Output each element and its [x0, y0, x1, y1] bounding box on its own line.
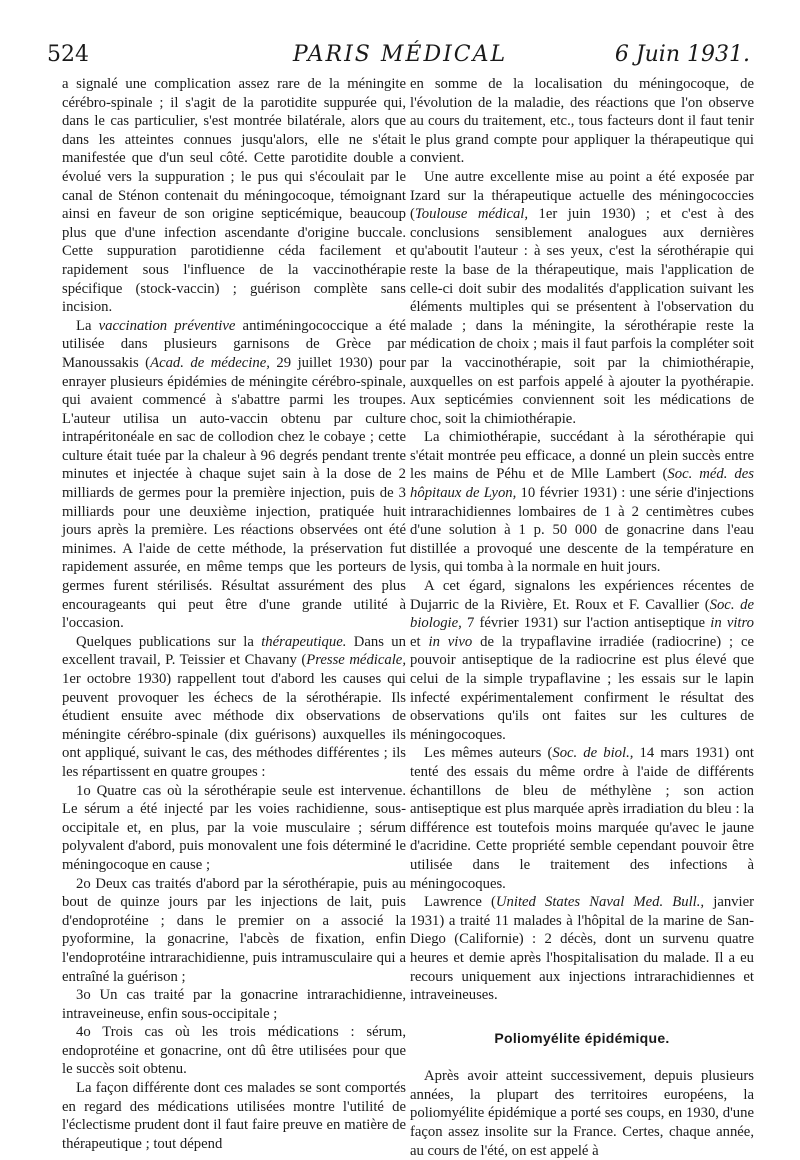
paragraph: en somme de la localisation du méningocoque, de l'évolution de la maladie, des réactions que l'on observe au cours du traitement, etc., tous facteurs dont il faut tenir le plus grand compte pour appliquer la thérapeutique qui convient.: [410, 76, 754, 167]
section-heading: Poliomyélite épidémique.: [494, 1029, 670, 1046]
list-item: 1o Quatre cas où la sérothérapie seule est intervenue. Le sérum a été injecté par les voies rachidienne, sous-occipitale et, en plus, par la voie musculaire ; sérum polyvalent d'abord, puis monovalent une fois déterminé le méningocoque en cause ;: [62, 782, 406, 873]
journal-title: PARIS MÉDICAL: [292, 42, 508, 67]
issue-date: 6 Juin 1931.: [614, 42, 750, 67]
paragraph: A cet égard, signalons les expériences récentes de Dujarric de la Rivière, Et. Roux et F. Cavallier (Soc. de biologie, 7 février 1931) sur l'action antiseptique in vitro et in vivo de la trypaflavine irradiée (radiocrine) ; ce pouvoir antiseptique de la radiocrine est plus élevé que celui de la simple trypaflavine ; les essais sur le lapin infecté expérimentalement confirment le résultat des observations qu'ils ont faites sur les cultures de méningocoques.: [410, 578, 755, 743]
paragraph: Quelques publications sur la thérapeutique. Dans un excellent travail, P. Teissier et Chavany (Presse médicale, 1er octobre 1930) rappellent tout d'abord les causes qui peuvent provoquer les échecs de la sérothérapie. Ils étudient ensuite avec méthode dix observations de méningite cérébro-spinale (dix guérisons) auxquelles ils ont appliqué, suivant le cas, des méthodes différentes ; ils les répartissent en quatre groupes :: [62, 633, 406, 780]
list-item: 4o Trois cas où les trois médications : sérum, endoprotéine et gonacrine, ont dû être utilisées pour que le succès soit obtenu.: [62, 1024, 406, 1078]
list-item: 2o Deux cas traités d'abord par la sérothérapie, puis au bout de quinze jours par les injections de lait, puis d'endoprotéine ; dans le premier on a associé la pyoformine, la gonacrine, l'abcès de fixation, enfin l'endoprotéine intrarachidienne, puis intramusculaire qui a entraîné la guérison ;: [62, 875, 406, 985]
paragraph: a signalé une complication assez rare de la méningite cérébro-spinale ; il s'agit de la parotidite suppurée qui, dans le cas particulier, s'est montrée bilatérale, alors que dans les atteintes connues jusqu'alors, elle ne s'était manifestée que d'un seul côté. Cette parotidite double a évolué vers la suppuration ; le pus qui s'écoulait par le canal de Sténon contenait du méningocoque, témoignant ainsi en faveur de son origine septicémique, beaucoup plus que d'une infection ascendante d'origine buccale. Cette suppuration parotidienne céda facilement et rapidement sous l'influence de la vaccinothérapie spécifique (stock-vaccin) ; guérison complète sans incision.: [62, 76, 406, 316]
page-header: [0, 0, 800, 70]
paragraph: Une autre excellente mise au point a été exposée par Izard sur la thérapeutique actuelle des méningococcies (Toulouse médical, 1er juin 1930) ; et c'est à des conclusions sensiblement analogues aux dernières qu'aboutit l'auteur : à ses yeux, c'est la sérothérapie qui reste la base de la thérapeutique, mais l'application de celle-ci doit subir des modalités d'application suivant les éléments multiples qui se présentent à l'observation du malade ; dans la méningite, la sérothérapie reste la médication de choix ; mais il faut parfois la compléter soit par la vaccinothérapie, soit par la chimiothérapie, auxquelles on est parfois appelé à ajouter la pyothérapie. Aux septicémies conviennent soit les médications de choc, soit la chimiothérapie.: [410, 168, 754, 427]
right-column: [410, 75, 754, 1160]
paragraph: La façon différente dont ces malades se sont comportés en regard des médications utilisées montre l'utilité de l'éclectisme prudent dont il faut faire preuve en matière de thérapeutique ; tout dépend: [62, 1080, 406, 1152]
page-number: 524: [47, 42, 89, 67]
paragraph: La vaccination préventive antiméningococcique a été utilisée dans plusieurs garnisons de Grèce par Manoussakis (Acad. de médecine, 29 juillet 1930) pour enrayer plusieurs épidémies de méningite cérébro-spinale, qui avaient commencé à s'abattre parmi les troupes. L'auteur utilisa un auto-vaccin obtenu par culture intrapéritonéale en sac de collodion chez le cobaye ; cette culture était tuée par la chaleur à 96 degrés pendant trente minutes et injectée à chaque sujet sain à la dose de 2 milliards de germes pour la première injection, puis de 3 milliards pour une deuxième injection, pratiquée huit jours après la première. Les réactions observées ont été minimes. A l'aide de cette méthode, la préservation fut rapidement assurée, en même temps que les porteurs de germes furent stérilisés. Résultat assurément des plus encourageants qui peut être d'une grande utilité à l'occasion.: [62, 317, 407, 632]
paragraph: La chimiothérapie, succédant à la sérothérapie qui s'était montrée peu efficace, a donné un plein succès entre les mains de Péhu et de Mlle Lambert (Soc. méd. des hôpitaux de Lyon, 10 février 1931) : une série d'injections intrarachidiennes lombaires de 1 à 2 centimètres cubes d'une solution à 1 p. 50 000 de gonacrine dans l'eau distillée a provoqué une descente de la température en lysis, qui tomba à la normale en huit jours.: [410, 429, 755, 576]
paragraph: Lawrence (United States Naval Med. Bull., janvier 1931) a traité 11 malades à l'hôpital de la marine de San-Diego (Californie) : 2 décès, dont un survenu quatre heures et demie après l'hospitalisation du malade. Il a eu recours uniquement aux injections intrarachidiennes et intraveineuses.: [410, 894, 755, 1004]
list-item: 3o Un cas traité par la gonacrine intrarachidienne, intraveineuse, enfin sous-occipitale ;: [62, 987, 406, 1022]
paragraph: Les mêmes auteurs (Soc. de biol., 14 mars 1931) ont tenté des essais du même ordre à l'aide de différents échantillons de bleu de méthylène ; son action antiseptique est plus marquée après irradiation du bleu : la différence est toutefois moins marquée qu'avec le jaune d'acridine. Cette propriété semble cependant pouvoir être utilisée dans le traitement des infections à méningocoques.: [410, 745, 755, 892]
left-column: [62, 75, 406, 1153]
paragraph: Après avoir atteint successivement, depuis plusieurs années, la plupart des territoires européens, la poliomyélite épidémique a porté ses coups, en 1930, d'une façon assez insolite sur la France. Certes, chaque année, au cours de l'été, on est appelé à: [410, 1068, 754, 1159]
